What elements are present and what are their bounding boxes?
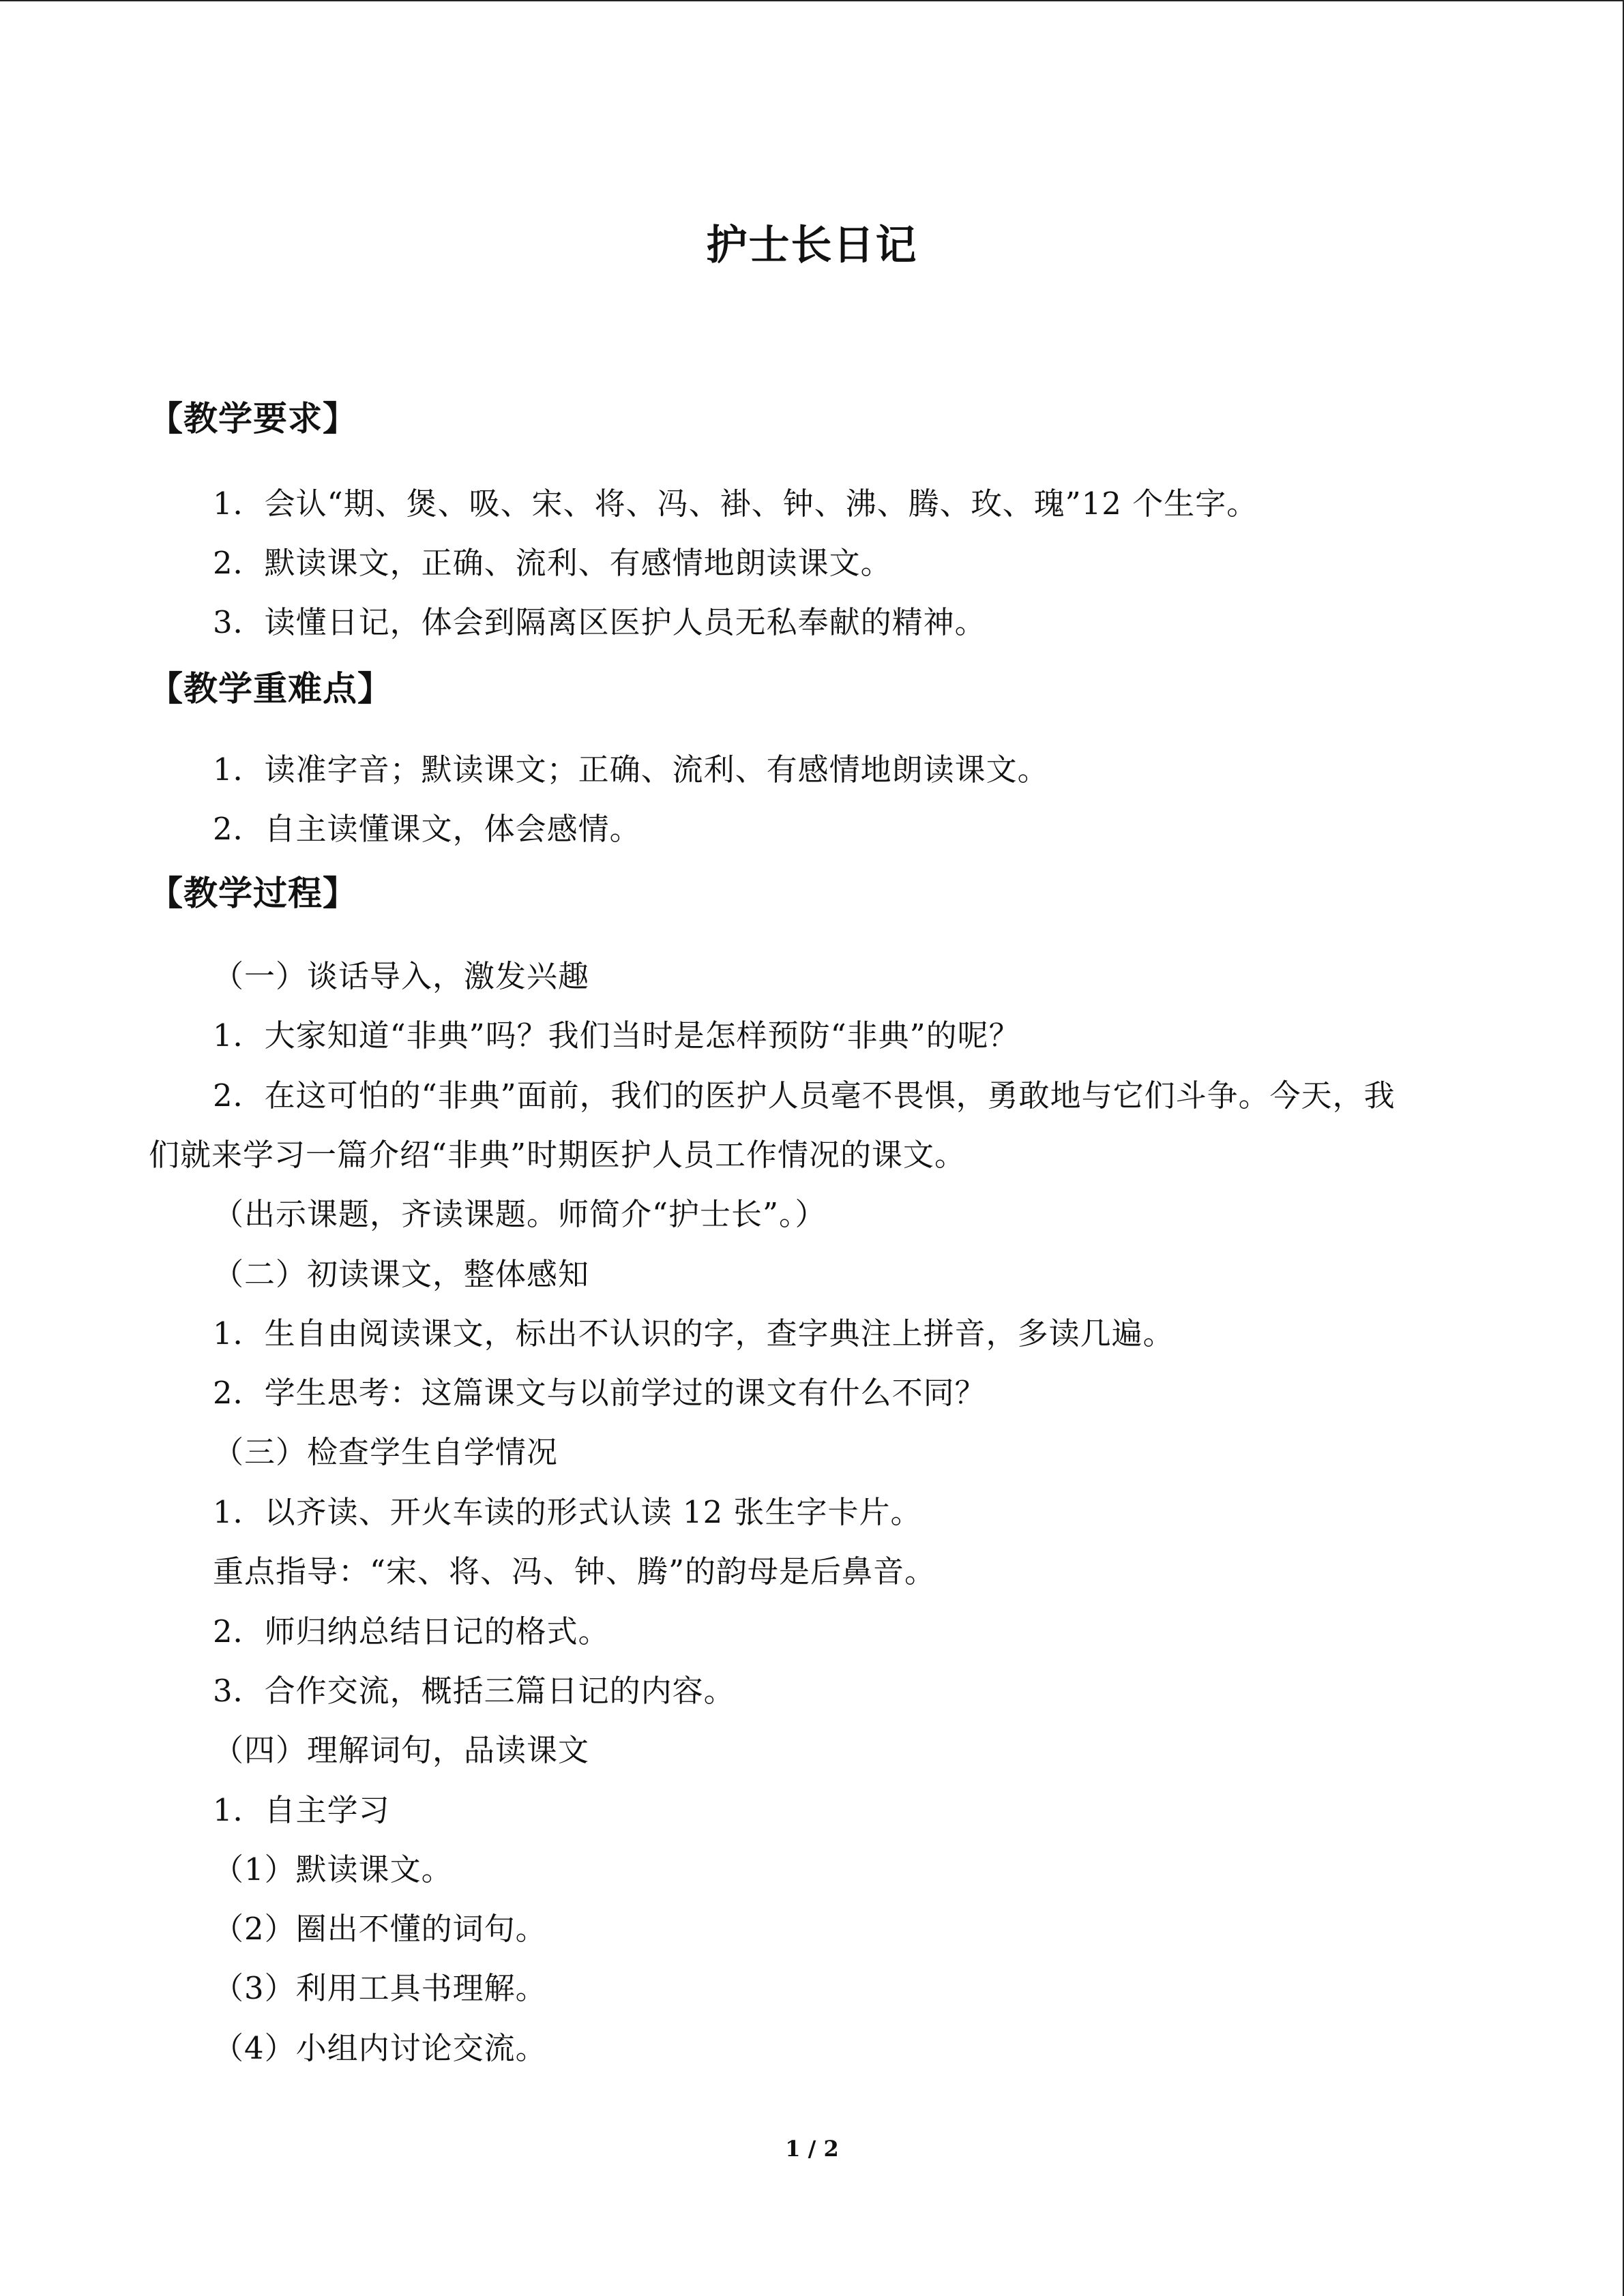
paragraph: 1．以齐读、开火车读的形式认读 12 张生字卡片。 xyxy=(213,1494,922,1530)
paragraph: （出示课题，齐读课题。师简介“护士长”。） xyxy=(213,1196,827,1232)
paragraph: （四）理解词句，品读课文 xyxy=(213,1732,590,1768)
paragraph: 2．自主读懂课文，体会感情。 xyxy=(213,811,641,847)
paragraph: 2．学生思考：这篇课文与以前学过的课文有什么不同？ xyxy=(213,1375,986,1411)
paragraph: 1．会认“期、煲、吸、宋、将、冯、褂、钟、沸、腾、玫、瑰”12 个生字。 xyxy=(213,486,1258,522)
paragraph: 2．在这可怕的“非典”面前，我们的医护人员毫不畏惧，勇敢地与它们斗争。今天，我 xyxy=(213,1077,1396,1114)
section-heading-teaching-requirements: 【教学要求】 xyxy=(149,398,357,438)
section-heading-teaching-process: 【教学过程】 xyxy=(149,873,357,913)
paragraph: （4）小组内讨论交流。 xyxy=(213,2030,547,2066)
paragraph: （二）初读课文，整体感知 xyxy=(213,1256,590,1292)
paragraph: 1．自主学习 xyxy=(213,1792,390,1828)
paragraph: （三）检查学生自学情况 xyxy=(213,1434,559,1470)
document-title: 护士长日记 xyxy=(706,222,918,269)
paragraph: 2．默读课文，正确、流利、有感情地朗读课文。 xyxy=(213,545,892,581)
paragraph: 3．合作交流，概括三篇日记的内容。 xyxy=(213,1673,735,1709)
paragraph: 2．师归纳总结日记的格式。 xyxy=(213,1613,610,1650)
page-number: 1 / 2 xyxy=(785,2136,839,2162)
paragraph: （1）默读课文。 xyxy=(213,1851,453,1888)
section-heading-key-difficulties: 【教学重难点】 xyxy=(149,668,392,709)
paragraph: 们就来学习一篇介绍“非典”时期医护人员工作情况的课文。 xyxy=(149,1137,966,1173)
paragraph: 3．读懂日记，体会到隔离区医护人员无私奉献的精神。 xyxy=(213,604,986,640)
paragraph: （2）圈出不懂的词句。 xyxy=(213,1911,547,1947)
paragraph: （一）谈话导入，激发兴趣 xyxy=(213,958,590,994)
paragraph: 重点指导：“宋、将、冯、钟、腾”的韵母是后鼻音。 xyxy=(213,1553,936,1590)
paragraph: （3）利用工具书理解。 xyxy=(213,1970,547,2006)
paragraph: 1．大家知道“非典”吗？我们当时是怎样预防“非典”的呢？ xyxy=(213,1017,1020,1054)
paragraph: 1．生自由阅读课文，标出不认识的字，查字典注上拼音，多读几遍。 xyxy=(213,1315,1175,1352)
paragraph: 1．读准字音；默读课文；正确、流利、有感情地朗读课文。 xyxy=(213,751,1049,788)
